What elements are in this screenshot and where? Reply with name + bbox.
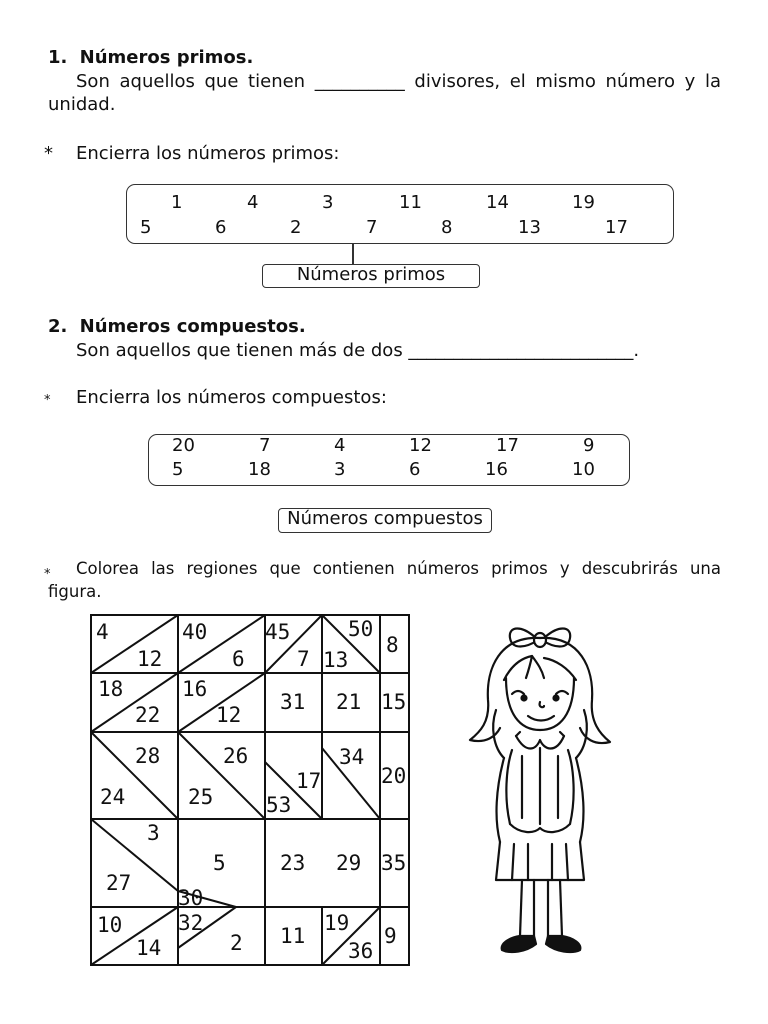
- grid-number: 12: [137, 647, 163, 671]
- grid-number: 40: [182, 620, 208, 644]
- section2-title: Números compuestos.: [79, 316, 306, 337]
- primes-number[interactable]: 11: [399, 192, 422, 213]
- grid-number: 45: [265, 620, 291, 644]
- connector-line: [352, 244, 354, 265]
- primes-number[interactable]: 17: [605, 217, 628, 238]
- coloring-grid[interactable]: [90, 612, 412, 968]
- grid-number: 8: [386, 633, 399, 657]
- primes-number[interactable]: 19: [572, 192, 595, 213]
- grid-number: 15: [381, 690, 407, 714]
- grid-number: 29: [336, 851, 362, 875]
- composites-number[interactable]: 4: [334, 435, 346, 456]
- grid-number: 50: [348, 617, 374, 641]
- composites-number[interactable]: 6: [409, 459, 421, 480]
- composites-number[interactable]: 12: [409, 435, 432, 456]
- grid-number: 22: [135, 703, 161, 727]
- section1-definition-line2: unidad.: [48, 94, 116, 115]
- section1-number: 1.: [48, 47, 68, 68]
- grid-number: 27: [106, 871, 132, 895]
- composites-number[interactable]: 20: [172, 435, 195, 456]
- grid-number: 25: [188, 785, 214, 809]
- composites-number[interactable]: 9: [583, 435, 595, 456]
- section2-bullet: *: [44, 393, 51, 408]
- section2-heading: [48, 316, 306, 338]
- grid-number: 6: [232, 647, 245, 671]
- section3-instruction-line2: figura.: [48, 582, 102, 601]
- section1-heading: [48, 47, 253, 69]
- composites-number[interactable]: 3: [334, 459, 346, 480]
- grid-number: 53: [266, 793, 292, 817]
- section2-number: 2.: [48, 316, 68, 337]
- grid-number: 36: [348, 939, 374, 963]
- composites-number[interactable]: 5: [172, 459, 184, 480]
- composites-label-box[interactable]: Números compuestos: [278, 508, 492, 533]
- primes-number[interactable]: 2: [290, 217, 302, 238]
- grid-number: 19: [324, 911, 350, 935]
- grid-number: 23: [280, 851, 306, 875]
- section3-instruction-line1: Colorea las regiones que contienen números primos y descubrirás una: [76, 559, 721, 578]
- grid-number: 24: [100, 785, 126, 809]
- composites-number-box: [148, 434, 630, 486]
- grid-number: 20: [381, 764, 407, 788]
- section1-definition-line1: Son aquellos que tienen __________ divisores, el mismo número y la: [76, 71, 721, 92]
- section2-instruction: Encierra los números compuestos:: [76, 387, 387, 408]
- girl-illustration: [460, 618, 620, 960]
- primes-number[interactable]: 6: [215, 217, 227, 238]
- grid-number: 2: [230, 931, 243, 955]
- grid-number: 26: [223, 744, 249, 768]
- grid-number: 7: [297, 647, 310, 671]
- primes-number[interactable]: 1: [171, 192, 183, 213]
- grid-number: 18: [98, 677, 124, 701]
- grid-number: 14: [136, 936, 162, 960]
- grid-number: 31: [280, 690, 306, 714]
- grid-number: 9: [384, 924, 397, 948]
- grid-number: 13: [323, 648, 349, 672]
- grid-number: 17: [296, 769, 322, 793]
- primes-number[interactable]: 8: [441, 217, 453, 238]
- grid-number: 28: [135, 744, 161, 768]
- grid-number: 35: [381, 851, 407, 875]
- primes-number[interactable]: 3: [322, 192, 334, 213]
- grid-number: 16: [182, 677, 208, 701]
- grid-number: 32: [178, 911, 204, 935]
- grid-number: 30: [178, 886, 204, 910]
- grid-number: 21: [336, 690, 362, 714]
- grid-number: 12: [216, 703, 242, 727]
- section2-definition: Son aquellos que tienen más de dos _________________________.: [76, 340, 640, 361]
- section1-instruction: Encierra los números primos:: [76, 143, 340, 164]
- grid-number: 4: [96, 620, 109, 644]
- section3-bullet: *: [44, 567, 51, 582]
- composites-number[interactable]: 16: [485, 459, 508, 480]
- primes-number[interactable]: 5: [140, 217, 152, 238]
- grid-numbers: [96, 617, 406, 963]
- primes-label-box[interactable]: Números primos: [262, 264, 480, 288]
- section1-title: Números primos.: [79, 47, 254, 68]
- primes-number[interactable]: 4: [247, 192, 259, 213]
- primes-number[interactable]: 7: [366, 217, 378, 238]
- section1-bullet: *: [44, 143, 53, 164]
- composites-number[interactable]: 10: [572, 459, 595, 480]
- grid-number: 11: [280, 924, 306, 948]
- composites-number[interactable]: 17: [496, 435, 519, 456]
- grid-number: 34: [339, 745, 365, 769]
- grid-number: 5: [213, 851, 226, 875]
- composites-number[interactable]: 18: [248, 459, 271, 480]
- grid-number: 10: [97, 913, 123, 937]
- grid-number: 3: [147, 821, 160, 845]
- primes-number[interactable]: 13: [518, 217, 541, 238]
- primes-number[interactable]: 14: [486, 192, 509, 213]
- composites-number[interactable]: 7: [259, 435, 271, 456]
